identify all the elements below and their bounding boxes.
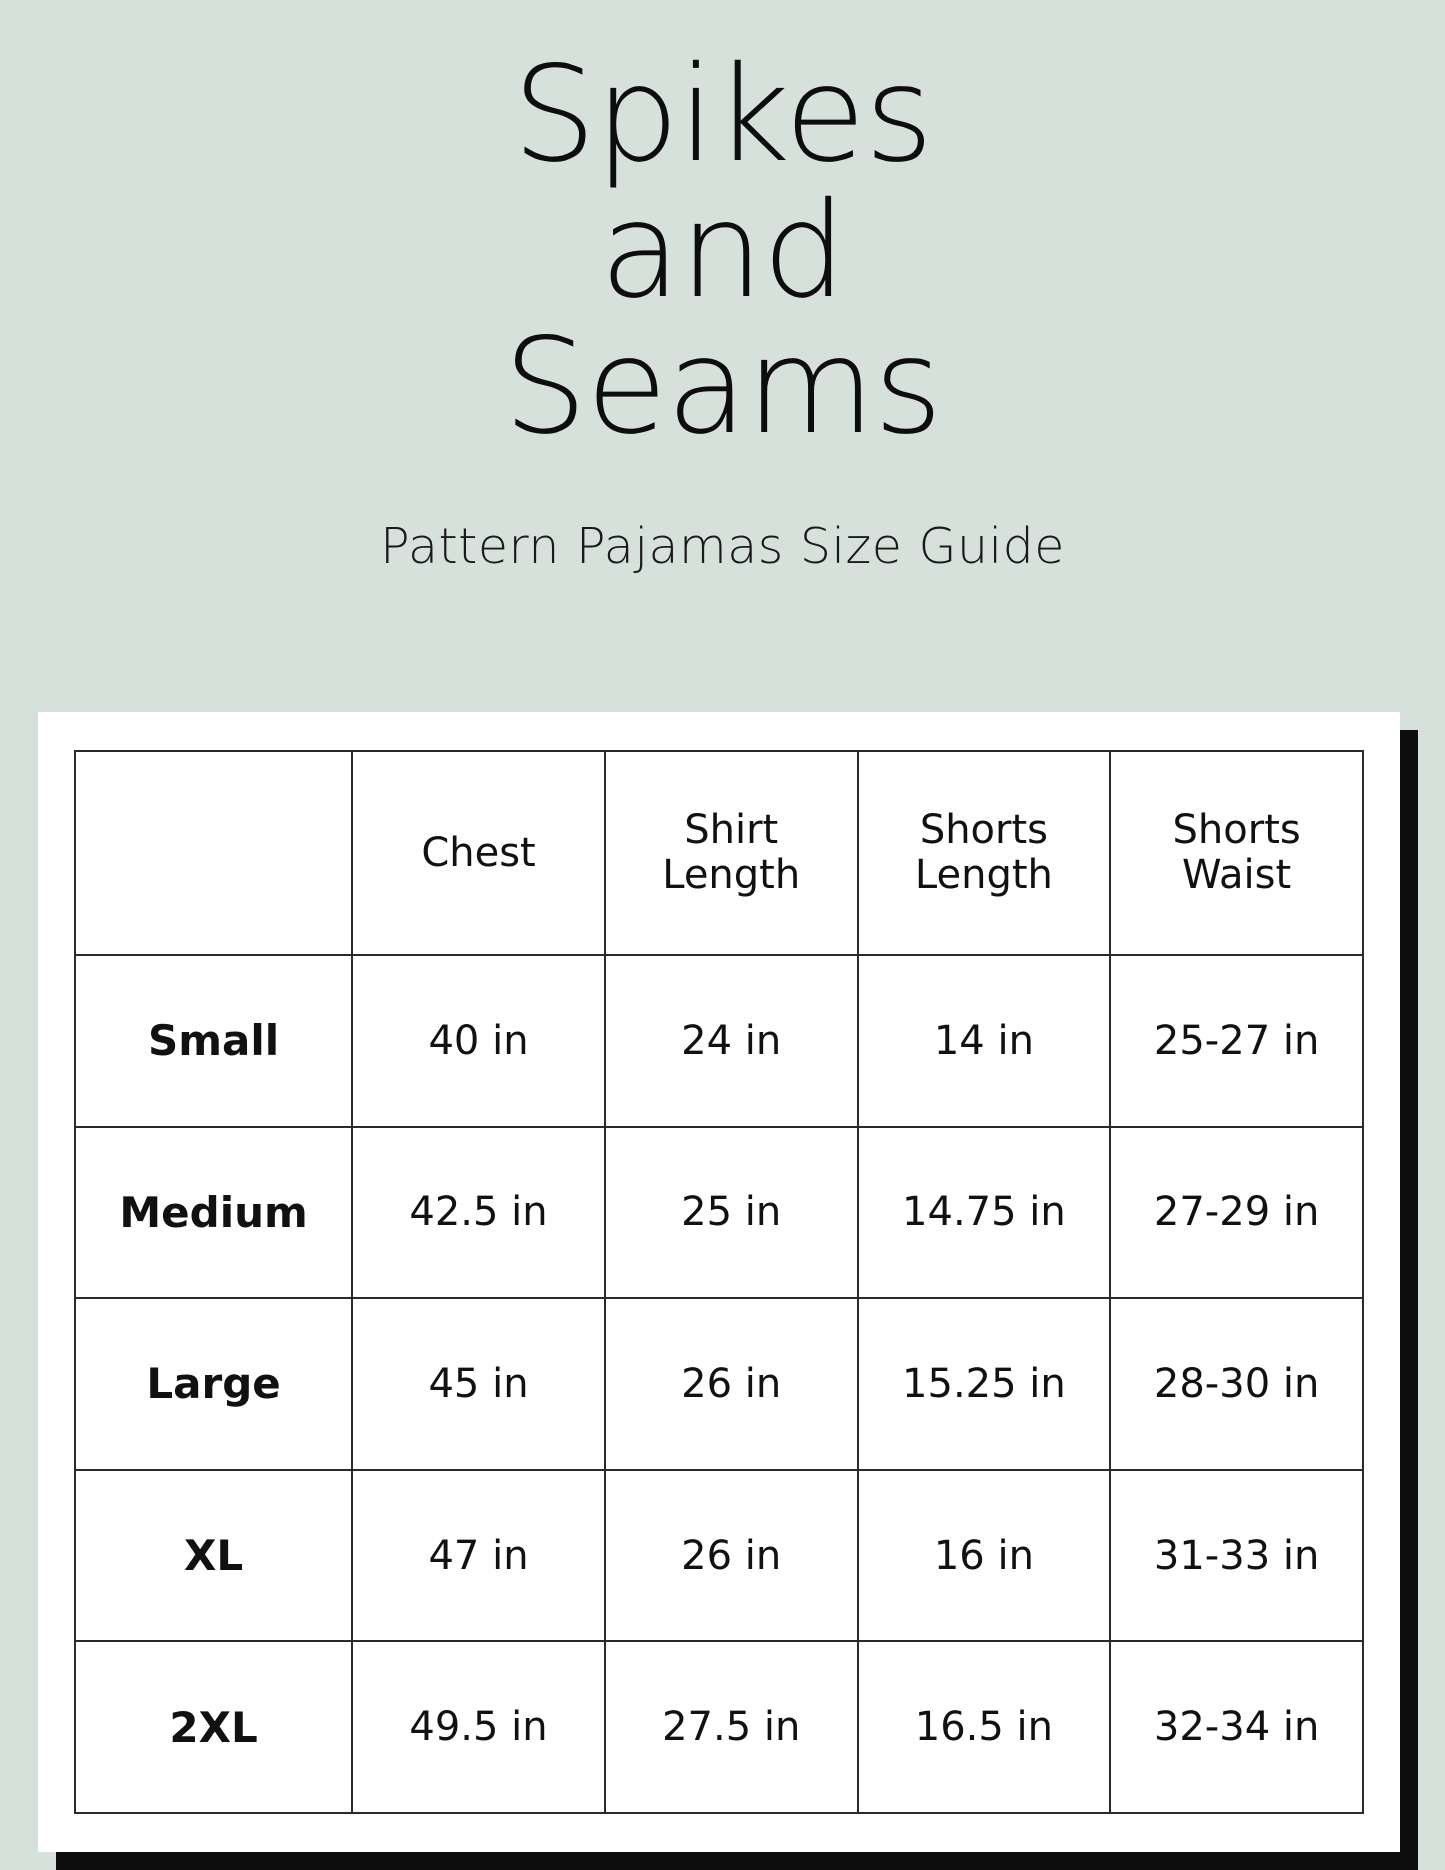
row-chest: 45 in	[352, 1298, 605, 1470]
table-header-shirt-length-line-1: Shirt	[684, 807, 779, 854]
row-size-label: Medium	[75, 1127, 352, 1299]
table-header-shorts-length-line-2: Length	[914, 852, 1053, 898]
table-header-row	[75, 751, 1363, 955]
row-shorts-waist: 31-33 in	[1110, 1470, 1363, 1642]
table-header-chest	[352, 751, 605, 955]
table-body	[75, 955, 1363, 1813]
table-header-shorts-waist-line-1: Shorts	[1172, 807, 1301, 854]
page-subtitle: Pattern Pajamas Size Guide	[380, 517, 1065, 575]
table-row	[75, 955, 1363, 1127]
row-shirt-length: 25 in	[605, 1127, 858, 1299]
row-shirt-length: 27.5 in	[605, 1641, 858, 1813]
row-shorts-length: 14.75 in	[858, 1127, 1111, 1299]
table-header-corner	[75, 751, 352, 955]
row-size-label: Small	[75, 955, 352, 1127]
row-shorts-waist: 25-27 in	[1110, 955, 1363, 1127]
row-chest: 42.5 in	[352, 1127, 605, 1299]
row-size-label: XL	[75, 1470, 352, 1642]
row-shorts-length: 16.5 in	[858, 1641, 1111, 1813]
row-shirt-length: 26 in	[605, 1298, 858, 1470]
row-chest: 47 in	[352, 1470, 605, 1642]
table-header-shirt-length	[605, 751, 858, 955]
row-shorts-waist: 28-30 in	[1110, 1298, 1363, 1470]
table-header-shorts-length	[858, 751, 1111, 955]
table-header-shorts-waist	[1110, 751, 1363, 955]
brand-title-line-1: Spikes	[512, 38, 933, 192]
table-header	[75, 751, 1363, 955]
table-row	[75, 1127, 1363, 1299]
size-table-card-wrapper	[38, 712, 1400, 1852]
row-chest: 49.5 in	[352, 1641, 605, 1813]
row-shorts-waist: 32-34 in	[1110, 1641, 1363, 1813]
row-shorts-length: 15.25 in	[858, 1298, 1111, 1470]
row-shorts-length: 16 in	[858, 1470, 1111, 1642]
table-header-shorts-waist-line-2: Waist	[1182, 852, 1292, 898]
brand-title-line-2: and	[599, 173, 846, 328]
brand-title-line-3: Seams	[503, 309, 942, 464]
size-chart-table	[74, 750, 1364, 1814]
row-shirt-length: 26 in	[605, 1470, 858, 1642]
table-header-chest-line-1: Chest	[421, 829, 536, 876]
brand-title	[0, 0, 1445, 464]
table-row	[75, 1470, 1363, 1642]
size-table-card	[38, 712, 1400, 1852]
row-shirt-length: 24 in	[605, 955, 858, 1127]
table-header-shorts-length-line-1: Shorts	[919, 807, 1048, 854]
row-size-label: Large	[75, 1298, 352, 1470]
row-shorts-length: 14 in	[858, 955, 1111, 1127]
table-row	[75, 1298, 1363, 1470]
table-header-shirt-length-line-2: Length	[662, 852, 801, 898]
row-chest: 40 in	[352, 955, 605, 1127]
row-shorts-waist: 27-29 in	[1110, 1127, 1363, 1299]
table-row	[75, 1641, 1363, 1813]
row-size-label: 2XL	[75, 1641, 352, 1813]
